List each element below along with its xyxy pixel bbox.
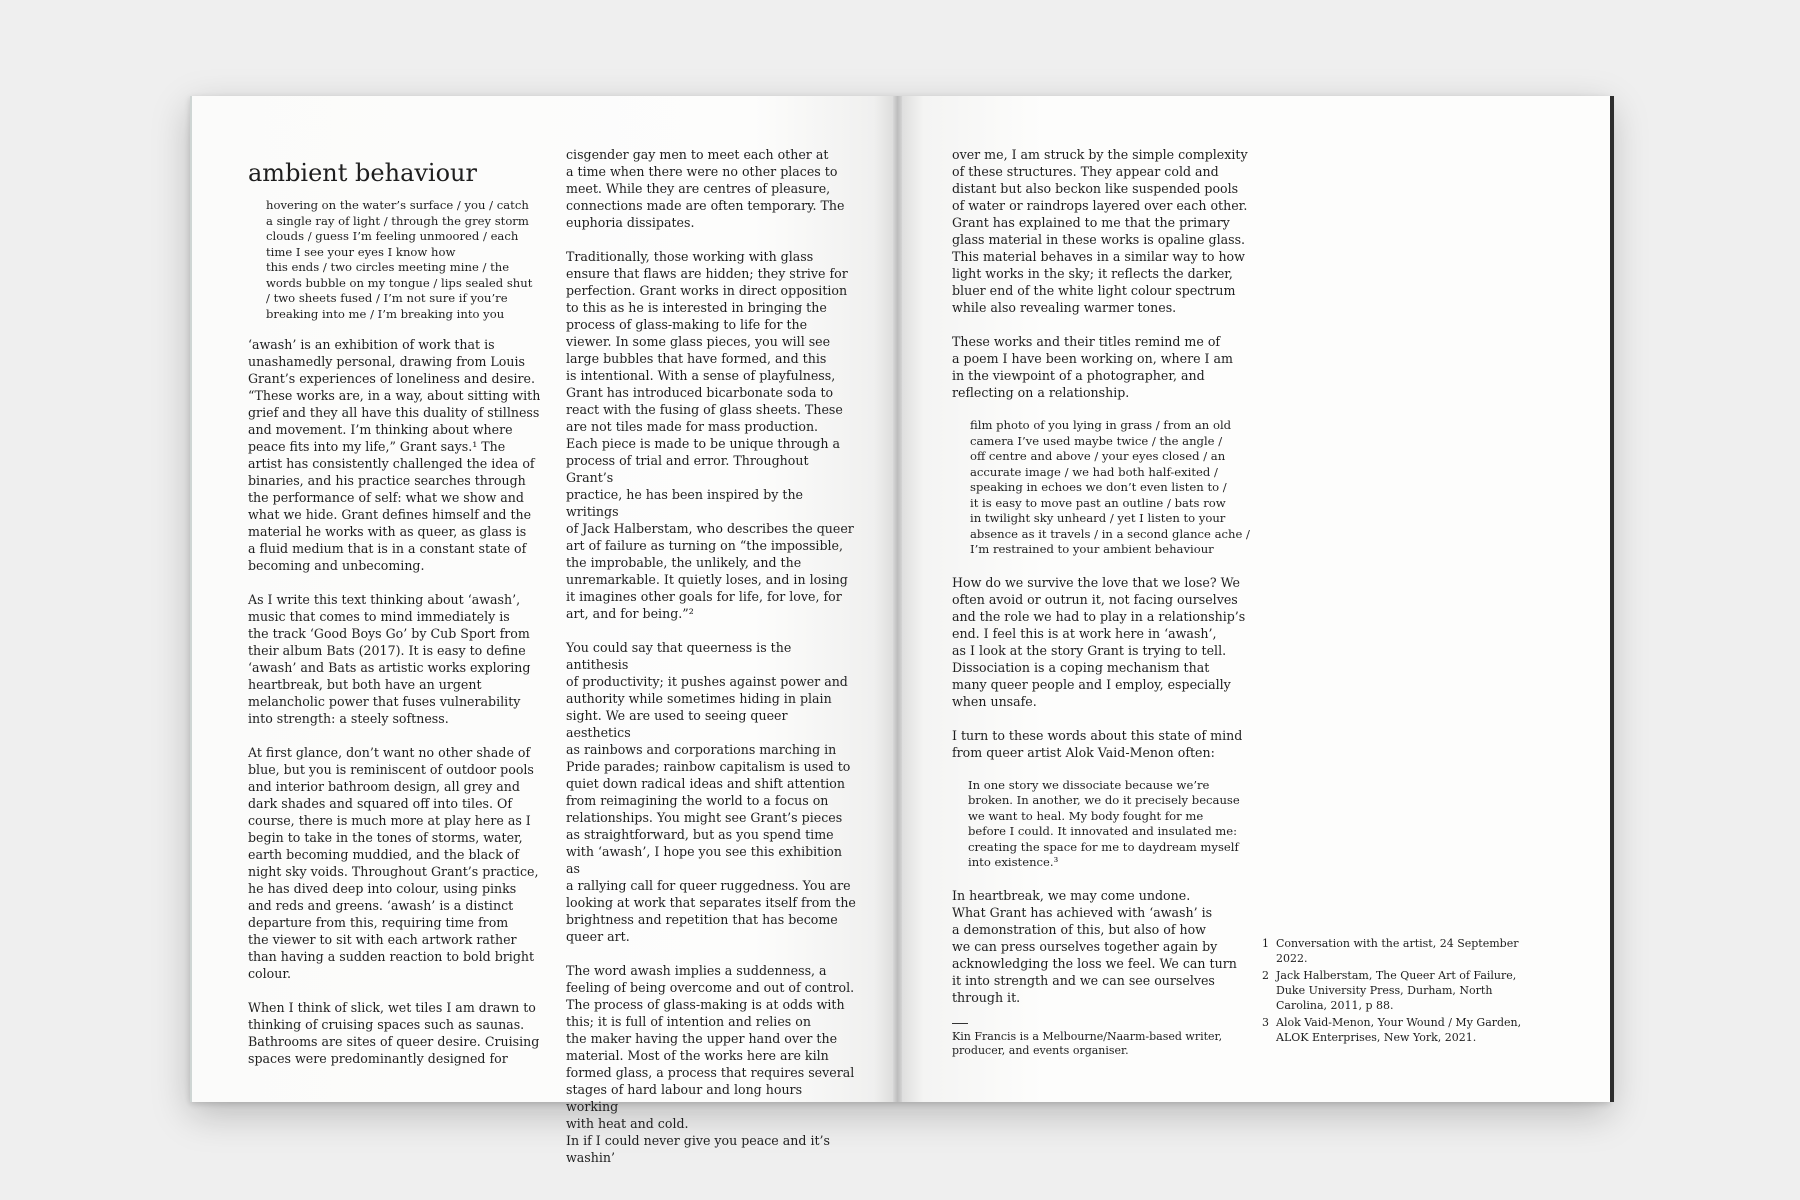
paragraph: cisgender gay men to meet each other at a time when there were no other places to meet. While they are centres of pleasure, connections made are often temporary. The euphoria dissipates.	[566, 147, 845, 230]
footnote-number: 2	[1262, 969, 1269, 982]
divider	[952, 1023, 968, 1024]
footnote-number: 1	[1262, 937, 1269, 950]
left-page	[190, 96, 895, 1165]
footnote-text: Jack Halberstam, The Queer Art of Failure, Duke University Press, Durham, North Carolina, 2011, p 88.	[1276, 969, 1517, 1012]
opening-poem: hovering on the water’s surface / you / catch a single ray of light / through the grey storm clouds / guess I’m feeling unmoored / each time I see your eyes I know how this ends / two circles meeting mine / the words bubble on my tongue / lips sealed shut / two sheets fused / I’m not sure if you’re breaking into me / I’m breaking into you	[266, 198, 533, 321]
footnote-number: 3	[1262, 1016, 1269, 1029]
paragraph: When I think of slick, wet tiles I am drawn to thinking of cruising spaces such as saunas. Bathrooms are sites of queer desire. Cruising spaces were predominantly designed for	[248, 1000, 540, 1066]
footnotes	[1262, 936, 1542, 1047]
inset-poem: film photo of you lying in grass / from an old camera I’ve used maybe twice / the angle / off centre and above / your eyes closed / an accurate image / we had both half-exited / speaking in echoes we don’t even listen to / it is easy to move past an outline / bats row in twilight sky unheard / yet I listen to your absence as it travels / in a second glance ache / I’m restrained to your ambient behaviour	[970, 418, 1250, 556]
footnote	[1262, 936, 1542, 966]
paragraph: As I write this text thinking about ‘awash’, music that comes to mind immediately is the track ‘Good Boys Go’ by Cub Sport from their album Bats (2017). It is easy to define ‘awash’ and Bats as artistic works exploring heartbreak, but both have an urgent melancholic power that fuses vulnerability into strength: a steely softness.	[248, 592, 531, 726]
footnote-text: Alok Vaid-Menon, Your Wound / My Garden, ALOK Enterprises, New York, 2021.	[1276, 1016, 1522, 1044]
paragraph: How do we survive the love that we lose? We often avoid or outrun it, not facing ourselves and the role we had to play in a relationship’s end. I feel this is at work here in ‘awash’, as I look at the story Grant is trying to tell. Dissociation is a coping mechanism that many queer people and I employ, especially when unsafe.	[952, 574, 1246, 709]
footnote	[1262, 1015, 1542, 1045]
paragraph: I turn to these words about this state of mind from queer artist Alok Vaid-Menon often:	[952, 727, 1243, 760]
author-bio: Kin Francis is a Melbourne/Naarm-based writer, producer, and events organiser.	[952, 1029, 1223, 1057]
paragraph: The word awash implies a suddenness, a feeling of being overcome and out of control. The process of glass-making is at odds with this; it is full of intention and relies on the maker having the upper hand over the material. Most of the works here are kiln formed glass, a process that requires several stages of hard labour and long hours working with heat and cold. In if I could never give you peace and it’s washin’	[566, 963, 855, 1165]
spine-gutter	[893, 96, 902, 1102]
right-page	[902, 96, 1614, 1102]
page-title: ambient behaviour	[248, 159, 477, 187]
footnote	[1262, 968, 1542, 1013]
block-quote: In one story we dissociate because we’re broken. In another, we do it precisely because we want to heal. My body fought for me before I could. It innovated and insulated me: creating the space for me to daydream myself into existence.³	[968, 777, 1240, 869]
paragraph: In heartbreak, we may come undone. What Grant has achieved with ‘awash’ is a demonstration of this, but also of how we can press ourselves together again by acknowledging the loss we feel. We can turn it into strength and we can see ourselves through it.	[952, 887, 1237, 1005]
paragraph: At first glance, don’t want no other shade of blue, but you is reminiscent of outdoor pools and interior bathroom design, all grey and dark shades and squared off into tiles. Of course, there is much more at play here as I begin to take in the tones of storms, water, earth becoming muddied, and the black of night sky voids. Throughout Grant’s practice, he has dived deep into colour, using pinks and reds and greens. ‘awash’ is a distinct departure from this, requiring time from the viewer to sit with each artwork rather than having a sudden reaction to bold bright colour.	[248, 745, 539, 981]
right-column-1	[952, 146, 1252, 1075]
left-column-1	[248, 146, 558, 1067]
paragraph: Traditionally, those working with glass ensure that flaws are hidden; they strive for perfection. Grant works in direct opposition to this as he is interested in bringing the process of glass-making to life for the viewer. In some glass pieces, you will see large bubbles that have formed, and this is intentional. With a sense of playfulness, Grant has introduced bicarbonate soda to react with the fusing of glass sheets. These are not tiles made for mass production. Each piece is made to be unique through a process of trial and error. Throughout Grant’s practice, he has been inspired by the writings of Jack Halberstam, who describes the queer art of failure as turning on “the impossible, the improbable, the unlikely, and the unremarkable. It quietly loses, and in losing it imagines other goals for life, for love, for art, and for being.”²	[566, 249, 854, 621]
paragraph: These works and their titles remind me of a poem I have been working on, where I am in the viewpoint of a photographer, and reflecting on a relationship.	[952, 334, 1233, 400]
booklet-spread	[190, 96, 1610, 1165]
paragraph: You could say that queerness is the antithesis of productivity; it pushes against power and authority while sometimes hiding in plain sight. We are used to seeing queer aesthetics as rainbows and corporations marching in Pride parades; rainbow capitalism is used to quiet down radical ideas and shift attention from reimagining the world to a focus on relationships. You might see Grant’s pieces as straightforward, but as you spend time with ‘awash’, I hope you see this exhibition as a rallying call for queer ruggedness. You are looking at work that separates itself from the brightness and repetition that has become queer art.	[566, 640, 856, 944]
paragraph: over me, I am struck by the simple complexity of these structures. They appear cold and distant but also beckon like suspended pools of water or raindrops layered over each other. Grant has explained to me that the primary glass material in these works is opaline glass. This material behaves in a similar way to how light works in the sky; it reflects the darker, bluer end of the white light colour spectrum while also revealing warmer tones.	[952, 147, 1248, 315]
left-column-2	[566, 146, 856, 1166]
paragraph: ‘awash’ is an exhibition of work that is unashamedly personal, drawing from Louis Grant’s experiences of loneliness and desire. “These works are, in a way, about sitting with grief and they all have this duality of stillness and movement. I’m thinking about where peace fits into my life,” Grant says.¹ The artist has consistently challenged the idea of binaries, and his practice searches through the performance of self: what we show and what we hide. Grant defines himself and the material he works with as queer, as glass is a fluid medium that is in a constant state of becoming and unbecoming.	[248, 337, 541, 573]
footnote-text: Conversation with the artist, 24 September 2022.	[1276, 937, 1519, 965]
